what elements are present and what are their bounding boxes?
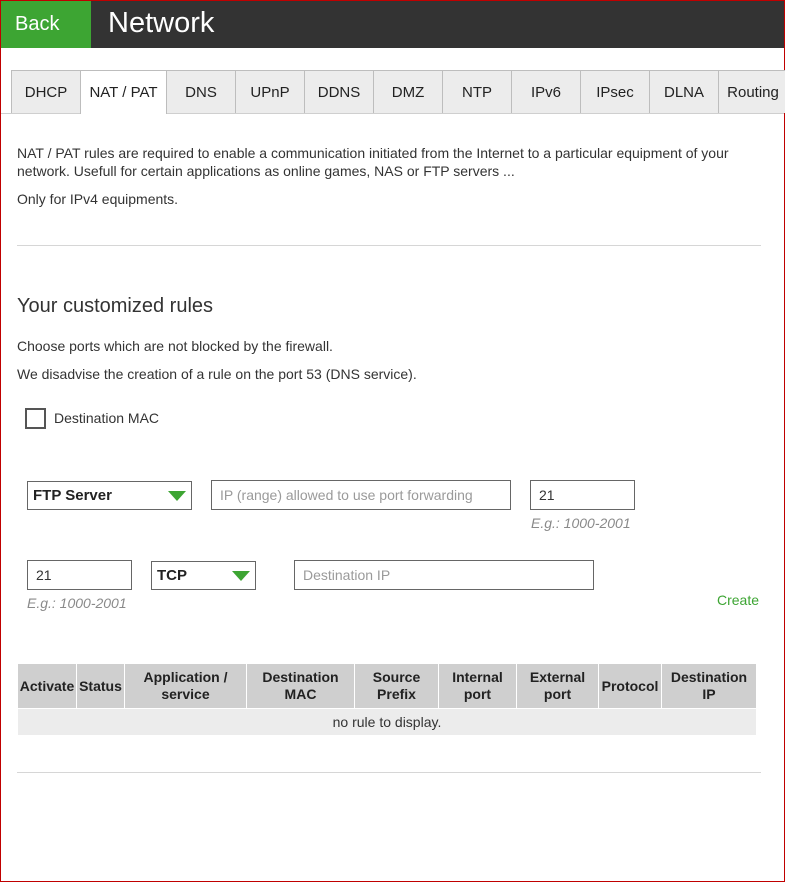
tab-dhcp[interactable]: DHCP bbox=[11, 70, 81, 113]
firewall-note: Choose ports which are not blocked by the firewall. bbox=[17, 338, 333, 354]
tab-routing[interactable]: Routing bbox=[718, 70, 785, 113]
tab-dlna[interactable]: DLNA bbox=[649, 70, 719, 113]
column-header-status: Status bbox=[77, 664, 124, 708]
back-button[interactable]: Back bbox=[1, 1, 91, 48]
chevron-down-icon bbox=[232, 571, 250, 581]
tab-ipv6[interactable]: IPv6 bbox=[511, 70, 581, 113]
dns-port-warning: We disadvise the creation of a rule on the port 53 (DNS service). bbox=[17, 366, 417, 382]
tab-ipsec[interactable]: IPsec bbox=[580, 70, 650, 113]
tab-ntp[interactable]: NTP bbox=[442, 70, 512, 113]
column-header-external-port: External port bbox=[517, 664, 598, 708]
tab-bar bbox=[11, 70, 785, 114]
column-header-destination-mac: Destination MAC bbox=[247, 664, 354, 708]
protocol-select-value: TCP bbox=[157, 567, 187, 584]
protocol-select[interactable] bbox=[151, 561, 256, 590]
destination-ip-input[interactable]: Destination IP bbox=[294, 560, 594, 590]
tab-dns[interactable]: DNS bbox=[166, 70, 236, 113]
column-header-activate: Activate bbox=[18, 664, 76, 708]
tab-nat-pat[interactable]: NAT / PAT bbox=[80, 70, 167, 114]
tab-upnp[interactable]: UPnP bbox=[235, 70, 305, 113]
internal-port-input[interactable]: 21 bbox=[27, 560, 132, 590]
section-divider bbox=[17, 245, 761, 246]
destination-mac-label: Destination MAC bbox=[54, 410, 160, 426]
column-header-source-prefix: Source Prefix bbox=[355, 664, 438, 708]
column-header-internal-port: Internal port bbox=[439, 664, 516, 708]
internal-port-hint: E.g.: 1000-2001 bbox=[27, 595, 127, 611]
column-header-application: Application / service bbox=[125, 664, 246, 708]
ipv4-note: Only for IPv4 equipments. bbox=[17, 191, 179, 207]
destination-mac-checkbox[interactable] bbox=[25, 408, 46, 429]
service-select-value: FTP Server bbox=[33, 487, 112, 504]
header-bar bbox=[1, 1, 784, 48]
rules-heading: Your customized rules bbox=[17, 295, 214, 317]
page-title: Network bbox=[108, 7, 215, 39]
column-header-destination-ip: Destination IP bbox=[662, 664, 756, 708]
allowed-ip-input[interactable]: IP (range) allowed to use port forwarding bbox=[211, 480, 511, 510]
service-select[interactable] bbox=[27, 481, 192, 510]
tab-dmz[interactable]: DMZ bbox=[373, 70, 443, 113]
external-port-hint: E.g.: 1000-2001 bbox=[531, 515, 631, 531]
external-port-input[interactable]: 21 bbox=[530, 480, 635, 510]
column-header-protocol: Protocol bbox=[599, 664, 661, 708]
tab-ddns[interactable]: DDNS bbox=[304, 70, 374, 113]
create-button[interactable]: Create bbox=[717, 592, 760, 608]
chevron-down-icon bbox=[168, 491, 186, 501]
intro-text-line-2: network. Usefull for certain applications as online games, NAS or FTP servers ... bbox=[17, 163, 515, 179]
bottom-divider bbox=[17, 772, 761, 773]
empty-table-message: no rule to display. bbox=[18, 709, 756, 735]
intro-text-line-1: NAT / PAT rules are required to enable a communication initiated from the Internet to a particular equipment of your bbox=[17, 145, 729, 161]
